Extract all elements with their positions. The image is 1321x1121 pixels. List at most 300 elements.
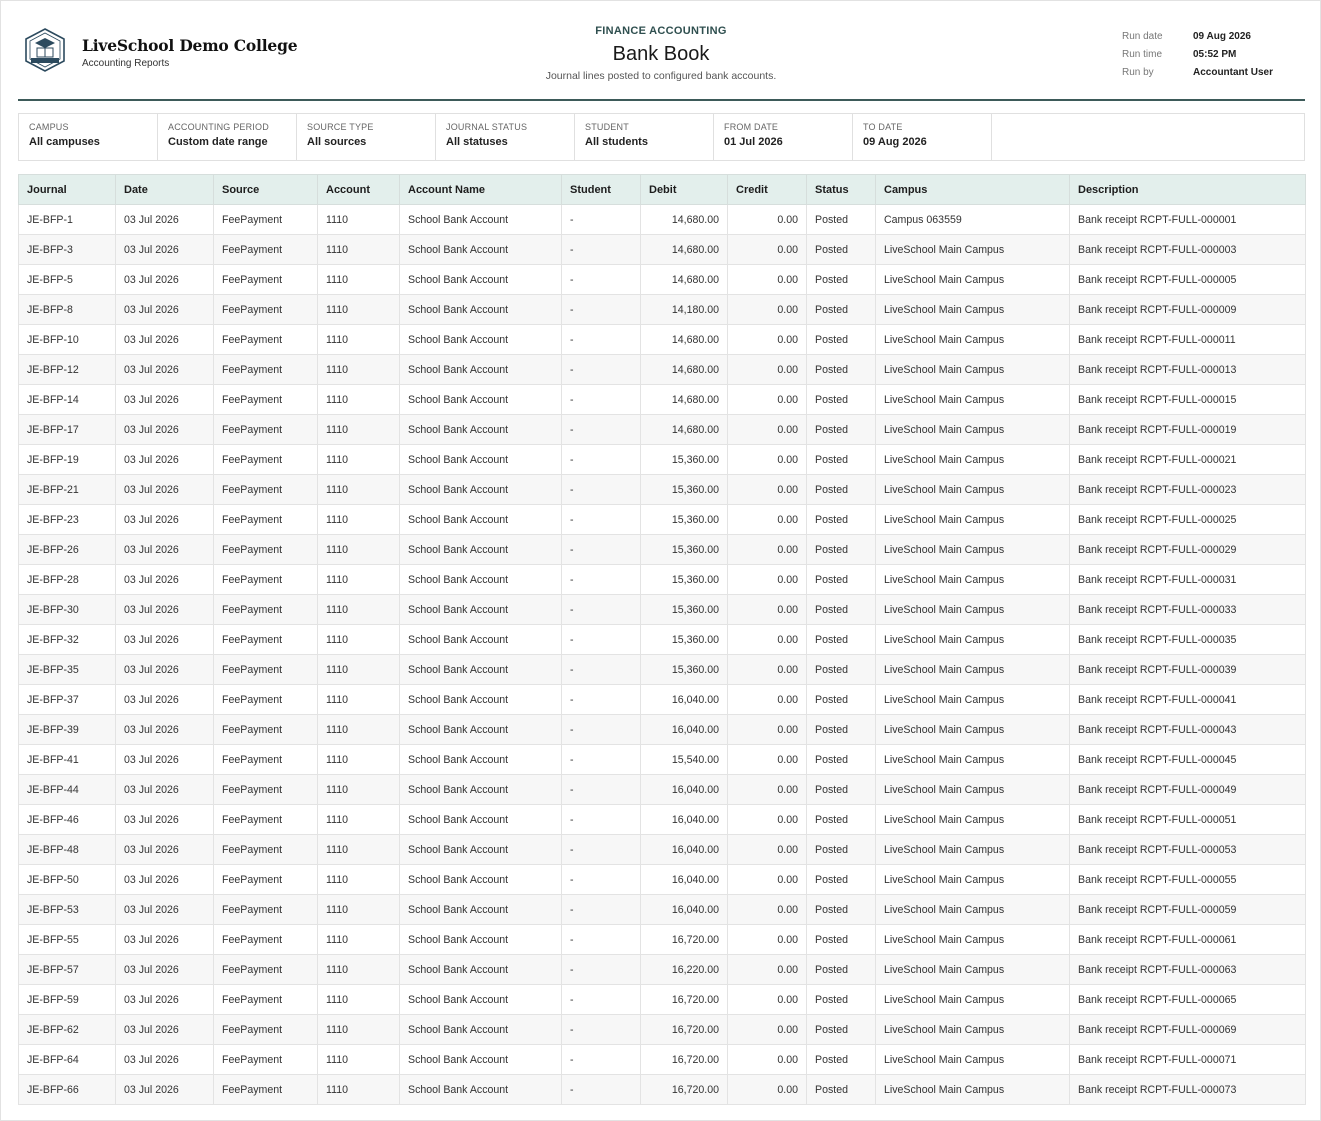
cell-campus: LiveSchool Main Campus [876,355,1070,385]
cell-credit: 0.00 [728,985,807,1015]
cell-description: Bank receipt RCPT-FULL-000071 [1070,1045,1306,1075]
cell-account-name: School Bank Account [400,205,562,235]
cell-description: Bank receipt RCPT-FULL-000013 [1070,355,1306,385]
filter-label: STUDENT [585,122,629,132]
filter-label: FROM DATE [724,122,779,132]
org-name: LiveSchool Demo College [82,36,298,55]
cell-debit: 16,040.00 [641,775,728,805]
cell-credit: 0.00 [728,895,807,925]
cell-account-name: School Bank Account [400,295,562,325]
cell-debit: 15,360.00 [641,505,728,535]
cell-student: - [562,1045,641,1075]
cell-status: Posted [807,385,876,415]
cell-status: Posted [807,985,876,1015]
cell-credit: 0.00 [728,295,807,325]
cell-date: 03 Jul 2026 [116,685,214,715]
cell-status: Posted [807,685,876,715]
filter-value: All statuses [446,136,508,148]
cell-credit: 0.00 [728,1045,807,1075]
cell-status: Posted [807,325,876,355]
cell-source: FeePayment [214,1075,318,1105]
cell-account-name: School Bank Account [400,775,562,805]
table-row [19,955,1306,985]
cell-journal: JE-BFP-39 [19,715,116,745]
cell-date: 03 Jul 2026 [116,955,214,985]
cell-credit: 0.00 [728,565,807,595]
cell-date: 03 Jul 2026 [116,415,214,445]
cell-debit: 16,720.00 [641,1045,728,1075]
cell-account-name: School Bank Account [400,505,562,535]
cell-account-name: School Bank Account [400,895,562,925]
cell-debit: 16,720.00 [641,925,728,955]
cell-status: Posted [807,925,876,955]
cell-account-name: School Bank Account [400,445,562,475]
cell-source: FeePayment [214,475,318,505]
cell-campus: LiveSchool Main Campus [876,1075,1070,1105]
cell-description: Bank receipt RCPT-FULL-000001 [1070,205,1306,235]
filter-value: 09 Aug 2026 [863,136,927,148]
cell-account: 1110 [318,895,400,925]
cell-date: 03 Jul 2026 [116,985,214,1015]
cell-journal: JE-BFP-5 [19,265,116,295]
cell-date: 03 Jul 2026 [116,265,214,295]
table-row [19,655,1306,685]
cell-journal: JE-BFP-48 [19,835,116,865]
cell-journal: JE-BFP-21 [19,475,116,505]
cell-description: Bank receipt RCPT-FULL-000033 [1070,595,1306,625]
cell-description: Bank receipt RCPT-FULL-000025 [1070,505,1306,535]
report-subtitle: Journal lines posted to configured bank accounts. [545,70,777,82]
run-time-row [1122,45,1273,63]
cell-description: Bank receipt RCPT-FULL-000031 [1070,565,1306,595]
org-subtitle: Accounting Reports [82,58,170,69]
table-row [19,295,1306,325]
cell-date: 03 Jul 2026 [116,325,214,355]
cell-description: Bank receipt RCPT-FULL-000021 [1070,445,1306,475]
cell-student: - [562,355,641,385]
cell-student: - [562,595,641,625]
cell-journal: JE-BFP-37 [19,685,116,715]
cell-description: Bank receipt RCPT-FULL-000003 [1070,235,1306,265]
cell-debit: 14,680.00 [641,325,728,355]
cell-date: 03 Jul 2026 [116,775,214,805]
filter-source-type [297,114,436,160]
cell-account-name: School Bank Account [400,985,562,1015]
cell-student: - [562,1015,641,1045]
cell-date: 03 Jul 2026 [116,475,214,505]
cell-campus: LiveSchool Main Campus [876,895,1070,925]
cell-account-name: School Bank Account [400,1015,562,1045]
table-row [19,745,1306,775]
cell-journal: JE-BFP-10 [19,325,116,355]
cell-student: - [562,385,641,415]
cell-date: 03 Jul 2026 [116,625,214,655]
cell-account: 1110 [318,805,400,835]
cell-student: - [562,805,641,835]
cell-source: FeePayment [214,1015,318,1045]
cell-account: 1110 [318,235,400,265]
cell-source: FeePayment [214,385,318,415]
filter-value: All campuses [29,136,100,148]
table-row [19,325,1306,355]
cell-student: - [562,475,641,505]
column-header-description: Description [1070,175,1306,205]
filter-summary [18,113,1305,161]
filter-label: CAMPUS [29,122,69,132]
cell-campus: LiveSchool Main Campus [876,1015,1070,1045]
cell-credit: 0.00 [728,505,807,535]
cell-credit: 0.00 [728,235,807,265]
cell-debit: 16,040.00 [641,835,728,865]
column-header-credit: Credit [728,175,807,205]
column-header-journal: Journal [19,175,116,205]
cell-credit: 0.00 [728,715,807,745]
cell-account-name: School Bank Account [400,685,562,715]
cell-description: Bank receipt RCPT-FULL-000011 [1070,325,1306,355]
cell-date: 03 Jul 2026 [116,1015,214,1045]
cell-date: 03 Jul 2026 [116,745,214,775]
cell-student: - [562,985,641,1015]
cell-source: FeePayment [214,775,318,805]
cell-campus: LiveSchool Main Campus [876,1045,1070,1075]
cell-date: 03 Jul 2026 [116,805,214,835]
cell-student: - [562,955,641,985]
table-row [19,895,1306,925]
cell-date: 03 Jul 2026 [116,235,214,265]
cell-source: FeePayment [214,445,318,475]
cell-description: Bank receipt RCPT-FULL-000041 [1070,685,1306,715]
cell-debit: 14,680.00 [641,205,728,235]
cell-account: 1110 [318,415,400,445]
cell-journal: JE-BFP-26 [19,535,116,565]
cell-campus: LiveSchool Main Campus [876,925,1070,955]
cell-credit: 0.00 [728,655,807,685]
cell-credit: 0.00 [728,745,807,775]
filter-journal-status [436,114,575,160]
cell-description: Bank receipt RCPT-FULL-000073 [1070,1075,1306,1105]
cell-journal: JE-BFP-14 [19,385,116,415]
cell-student: - [562,655,641,685]
report-heading [448,25,874,82]
cell-journal: JE-BFP-59 [19,985,116,1015]
cell-debit: 14,680.00 [641,265,728,295]
cell-journal: JE-BFP-50 [19,865,116,895]
cell-student: - [562,925,641,955]
cell-account-name: School Bank Account [400,265,562,295]
cell-account: 1110 [318,685,400,715]
cell-status: Posted [807,745,876,775]
cell-campus: LiveSchool Main Campus [876,685,1070,715]
cell-student: - [562,565,641,595]
cell-status: Posted [807,235,876,265]
cell-description: Bank receipt RCPT-FULL-000065 [1070,985,1306,1015]
cell-campus: LiveSchool Main Campus [876,565,1070,595]
cell-journal: JE-BFP-44 [19,775,116,805]
cell-campus: LiveSchool Main Campus [876,235,1070,265]
cell-journal: JE-BFP-57 [19,955,116,985]
cell-source: FeePayment [214,325,318,355]
cell-description: Bank receipt RCPT-FULL-000029 [1070,535,1306,565]
cell-journal: JE-BFP-55 [19,925,116,955]
cell-source: FeePayment [214,235,318,265]
table-row [19,415,1306,445]
cell-description: Bank receipt RCPT-FULL-000069 [1070,1015,1306,1045]
cell-credit: 0.00 [728,355,807,385]
cell-debit: 16,040.00 [641,895,728,925]
cell-source: FeePayment [214,685,318,715]
cell-student: - [562,415,641,445]
cell-source: FeePayment [214,835,318,865]
cell-description: Bank receipt RCPT-FULL-000005 [1070,265,1306,295]
table-row [19,715,1306,745]
filter-label: TO DATE [863,122,903,132]
table-row [19,685,1306,715]
cell-status: Posted [807,1045,876,1075]
cell-status: Posted [807,1075,876,1105]
column-header-debit: Debit [641,175,728,205]
cell-journal: JE-BFP-41 [19,745,116,775]
cell-date: 03 Jul 2026 [116,295,214,325]
cell-date: 03 Jul 2026 [116,505,214,535]
filter-to-date [853,114,992,160]
cell-date: 03 Jul 2026 [116,895,214,925]
filter-label: SOURCE TYPE [307,122,374,132]
cell-account: 1110 [318,475,400,505]
column-header-date: Date [116,175,214,205]
cell-journal: JE-BFP-66 [19,1075,116,1105]
cell-source: FeePayment [214,895,318,925]
cell-campus: LiveSchool Main Campus [876,805,1070,835]
cell-description: Bank receipt RCPT-FULL-000063 [1070,955,1306,985]
cell-status: Posted [807,445,876,475]
cell-credit: 0.00 [728,205,807,235]
cell-campus: LiveSchool Main Campus [876,475,1070,505]
cell-description: Bank receipt RCPT-FULL-000035 [1070,625,1306,655]
cell-journal: JE-BFP-17 [19,415,116,445]
cell-credit: 0.00 [728,535,807,565]
cell-credit: 0.00 [728,775,807,805]
cell-debit: 16,220.00 [641,955,728,985]
cell-credit: 0.00 [728,685,807,715]
filter-value: All students [585,136,648,148]
cell-student: - [562,445,641,475]
cell-credit: 0.00 [728,865,807,895]
cell-campus: LiveSchool Main Campus [876,745,1070,775]
cell-source: FeePayment [214,355,318,385]
cell-account-name: School Bank Account [400,235,562,265]
cell-source: FeePayment [214,955,318,985]
cell-debit: 16,720.00 [641,1015,728,1045]
table-row [19,505,1306,535]
cell-account: 1110 [318,1015,400,1045]
cell-account: 1110 [318,655,400,685]
cell-account-name: School Bank Account [400,565,562,595]
cell-description: Bank receipt RCPT-FULL-000059 [1070,895,1306,925]
cell-campus: LiveSchool Main Campus [876,775,1070,805]
cell-debit: 15,360.00 [641,535,728,565]
cell-description: Bank receipt RCPT-FULL-000023 [1070,475,1306,505]
cell-campus: LiveSchool Main Campus [876,715,1070,745]
cell-source: FeePayment [214,565,318,595]
cell-description: Bank receipt RCPT-FULL-000045 [1070,745,1306,775]
cell-account-name: School Bank Account [400,865,562,895]
cell-credit: 0.00 [728,445,807,475]
table-row [19,355,1306,385]
cell-date: 03 Jul 2026 [116,1075,214,1105]
cell-credit: 0.00 [728,325,807,355]
cell-student: - [562,205,641,235]
cell-credit: 0.00 [728,925,807,955]
cell-credit: 0.00 [728,385,807,415]
cell-credit: 0.00 [728,835,807,865]
cell-account: 1110 [318,985,400,1015]
cell-date: 03 Jul 2026 [116,535,214,565]
cell-journal: JE-BFP-64 [19,1045,116,1075]
cell-account-name: School Bank Account [400,835,562,865]
cell-description: Bank receipt RCPT-FULL-000051 [1070,805,1306,835]
filter-campus [19,114,158,160]
cell-student: - [562,625,641,655]
column-header-status: Status [807,175,876,205]
table-row [19,595,1306,625]
cell-debit: 15,360.00 [641,565,728,595]
cell-debit: 16,040.00 [641,715,728,745]
cell-status: Posted [807,895,876,925]
cell-account: 1110 [318,265,400,295]
cell-account: 1110 [318,565,400,595]
cell-account-name: School Bank Account [400,415,562,445]
table-row [19,265,1306,295]
cell-account: 1110 [318,1045,400,1075]
table-row [19,925,1306,955]
cell-status: Posted [807,655,876,685]
filter-value: Custom date range [168,136,268,148]
cell-journal: JE-BFP-53 [19,895,116,925]
cell-account-name: School Bank Account [400,535,562,565]
filter-from-date [714,114,853,160]
table-row [19,985,1306,1015]
cell-campus: LiveSchool Main Campus [876,445,1070,475]
cell-campus: LiveSchool Main Campus [876,535,1070,565]
cell-campus: LiveSchool Main Campus [876,865,1070,895]
cell-journal: JE-BFP-30 [19,595,116,625]
cell-account: 1110 [318,745,400,775]
cell-description: Bank receipt RCPT-FULL-000053 [1070,835,1306,865]
cell-date: 03 Jul 2026 [116,835,214,865]
cell-account-name: School Bank Account [400,475,562,505]
cell-student: - [562,235,641,265]
cell-debit: 16,720.00 [641,985,728,1015]
cell-account: 1110 [318,295,400,325]
cell-account-name: School Bank Account [400,745,562,775]
report-header [18,1,1305,101]
cell-account: 1110 [318,535,400,565]
cell-student: - [562,295,641,325]
cell-account: 1110 [318,835,400,865]
cell-date: 03 Jul 2026 [116,595,214,625]
cell-debit: 16,720.00 [641,1075,728,1105]
cell-debit: 15,360.00 [641,625,728,655]
cell-status: Posted [807,805,876,835]
cell-campus: Campus 063559 [876,205,1070,235]
cell-debit: 14,680.00 [641,355,728,385]
cell-student: - [562,1075,641,1105]
cell-campus: LiveSchool Main Campus [876,835,1070,865]
cell-account: 1110 [318,925,400,955]
cell-account: 1110 [318,1075,400,1105]
cell-source: FeePayment [214,985,318,1015]
filter-label: ACCOUNTING PERIOD [168,122,269,132]
run-date-value: 09 Aug 2026 [1193,30,1251,42]
cell-status: Posted [807,1015,876,1045]
cell-credit: 0.00 [728,805,807,835]
cell-description: Bank receipt RCPT-FULL-000055 [1070,865,1306,895]
column-header-account: Account [318,175,400,205]
cell-credit: 0.00 [728,475,807,505]
table-row [19,805,1306,835]
table-header-row [19,175,1306,205]
table-body [19,205,1306,1105]
table-row [19,205,1306,235]
cell-status: Posted [807,715,876,745]
cell-source: FeePayment [214,625,318,655]
cell-debit: 16,040.00 [641,805,728,835]
cell-debit: 16,040.00 [641,685,728,715]
cell-status: Posted [807,865,876,895]
table-row [19,775,1306,805]
cell-campus: LiveSchool Main Campus [876,415,1070,445]
bank-book-table [18,174,1306,1105]
cell-journal: JE-BFP-28 [19,565,116,595]
table-row [19,445,1306,475]
run-date-row [1122,27,1273,45]
cell-campus: LiveSchool Main Campus [876,625,1070,655]
cell-status: Posted [807,565,876,595]
cell-student: - [562,535,641,565]
table-row [19,235,1306,265]
table-row [19,565,1306,595]
cell-credit: 0.00 [728,625,807,655]
column-header-account-name: Account Name [400,175,562,205]
cell-journal: JE-BFP-35 [19,655,116,685]
cell-student: - [562,835,641,865]
cell-status: Posted [807,625,876,655]
run-by-label: Run by [1122,66,1154,78]
cell-journal: JE-BFP-23 [19,505,116,535]
cell-journal: JE-BFP-8 [19,295,116,325]
cell-status: Posted [807,205,876,235]
cell-credit: 0.00 [728,595,807,625]
cell-account-name: School Bank Account [400,955,562,985]
cell-student: - [562,865,641,895]
cell-debit: 15,360.00 [641,445,728,475]
filter-student [575,114,714,160]
cell-student: - [562,745,641,775]
cell-account: 1110 [318,715,400,745]
table-row [19,835,1306,865]
cell-campus: LiveSchool Main Campus [876,595,1070,625]
table-header [19,175,1306,205]
cell-credit: 0.00 [728,265,807,295]
cell-source: FeePayment [214,1045,318,1075]
cell-source: FeePayment [214,295,318,325]
cell-debit: 15,360.00 [641,595,728,625]
cell-status: Posted [807,535,876,565]
cell-journal: JE-BFP-1 [19,205,116,235]
cell-source: FeePayment [214,865,318,895]
column-header-campus: Campus [876,175,1070,205]
cell-status: Posted [807,835,876,865]
